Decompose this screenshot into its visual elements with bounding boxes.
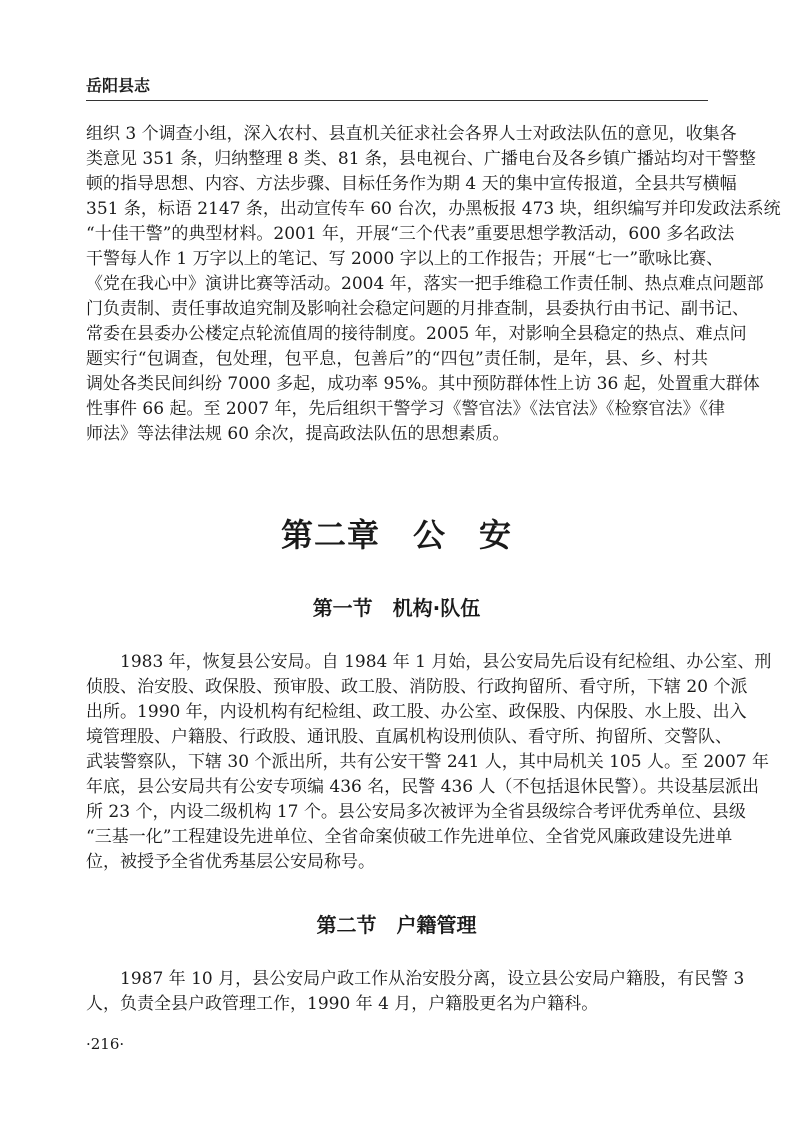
section-2-title: 第二节 户籍管理	[316, 913, 477, 937]
text-line: 师法》等法律法规 60 余次，提高政法队伍的思想素质。	[86, 424, 510, 444]
text-line: 出所。1990 年，内设机构有纪检组、政工股、办公室、政保股、内保股、水上股、出入	[86, 702, 747, 722]
paragraph-1	[86, 122, 781, 447]
text-line: 《党在我心中》演讲比赛等活动。2004 年，落实一把手维稳工作责任制、热点难点问题部	[86, 274, 764, 294]
running-title: 岳阳县志	[86, 76, 151, 95]
text-line: 常委在县委办公楼定点轮流值周的接待制度。2005 年，对影响全县稳定的热点、难点问	[86, 324, 747, 344]
text-line: 位，被授予全省优秀基层公安局称号。	[86, 852, 375, 872]
chapter-title: 第二章 公 安	[280, 516, 512, 554]
text-line: 武装警察队，下辖 30 个派出所，共有公安干警 241 人，其中局机关 105 人。至 2007 年	[86, 752, 770, 772]
section-2-paragraph	[86, 967, 745, 1017]
section-1-title: 第一节 机构·队伍	[312, 596, 481, 620]
section-1-paragraph	[86, 650, 772, 875]
text-line: “十佳干警”的典型材料。2001 年，开展“三个代表”重要思想学教活动，600 多名政法	[86, 224, 735, 244]
text-line: 类意见 351 条，归纳整理 8 类、81 条，县电视台、广播电台及各乡镇广播站均对干警整	[86, 149, 756, 169]
text-line: 1983 年，恢复县公安局。自 1984 年 1 月始，县公安局先后设有纪检组、办公室、刑	[120, 652, 772, 672]
header-rule	[86, 100, 708, 101]
text-line: 调处各类民间纠纷 7000 多起，成功率 95%。其中预防群体性上访 36 起，处置重大群体	[86, 374, 760, 394]
text-line: 门负责制、责任事故追究制及影响社会稳定问题的月排查制，县委执行由书记、副书记、	[86, 299, 749, 319]
text-line: 干警每人作 1 万字以上的笔记、写 2000 字以上的工作报告；开展“七一”歌咏比赛、	[86, 249, 724, 269]
text-line: “三基一化”工程建设先进单位、全省命案侦破工作先进单位、全省党风廉政建设先进单	[86, 827, 733, 847]
text-line: 性事件 66 起。至 2007 年，先后组织干警学习《警官法》《法官法》《检察官法》《律	[86, 399, 726, 419]
text-line: 侦股、治安股、政保股、预审股、政工股、消防股、行政拘留所、看守所，下辖 20 个派	[86, 677, 748, 697]
text-line: 351 条，标语 2147 条，出动宣传车 60 台次，办黑板报 473 块，组织编写并印发政法系统	[86, 199, 781, 219]
text-line: 组织 3 个调查小组，深入农村、县直机关征求社会各界人士对政法队伍的意见，收集各	[86, 124, 737, 144]
text-line: 1987 年 10 月，县公安局户政工作从治安股分离，设立县公安局户籍股，有民警 3	[120, 969, 745, 989]
text-line: 人，负责全县户政管理工作，1990 年 4 月，户籍股更名为户籍科。	[86, 994, 599, 1014]
text-line: 境管理股、户籍股、行政股、通讯股、直属机构设刑侦队、看守所、拘留所、交警队、	[86, 727, 732, 747]
text-line: 年底，县公安局共有公安专项编 436 名，民警 436 人（不包括退休民警）。共设基层派出	[86, 777, 760, 797]
text-line: 所 23 个，内设二级机构 17 个。县公安局多次被评为全省县级综合考评优秀单位、县级	[86, 802, 746, 822]
text-line: 题实行“包调查，包处理，包平息，包善后”的“四包”责任制，是年，县、乡、村共	[86, 349, 708, 369]
page-number: ·216·	[86, 1035, 125, 1053]
text-line: 顿的指导思想、内容、方法步骤、目标任务作为期 4 天的集中宣传报道，全县共写横幅	[86, 174, 737, 194]
